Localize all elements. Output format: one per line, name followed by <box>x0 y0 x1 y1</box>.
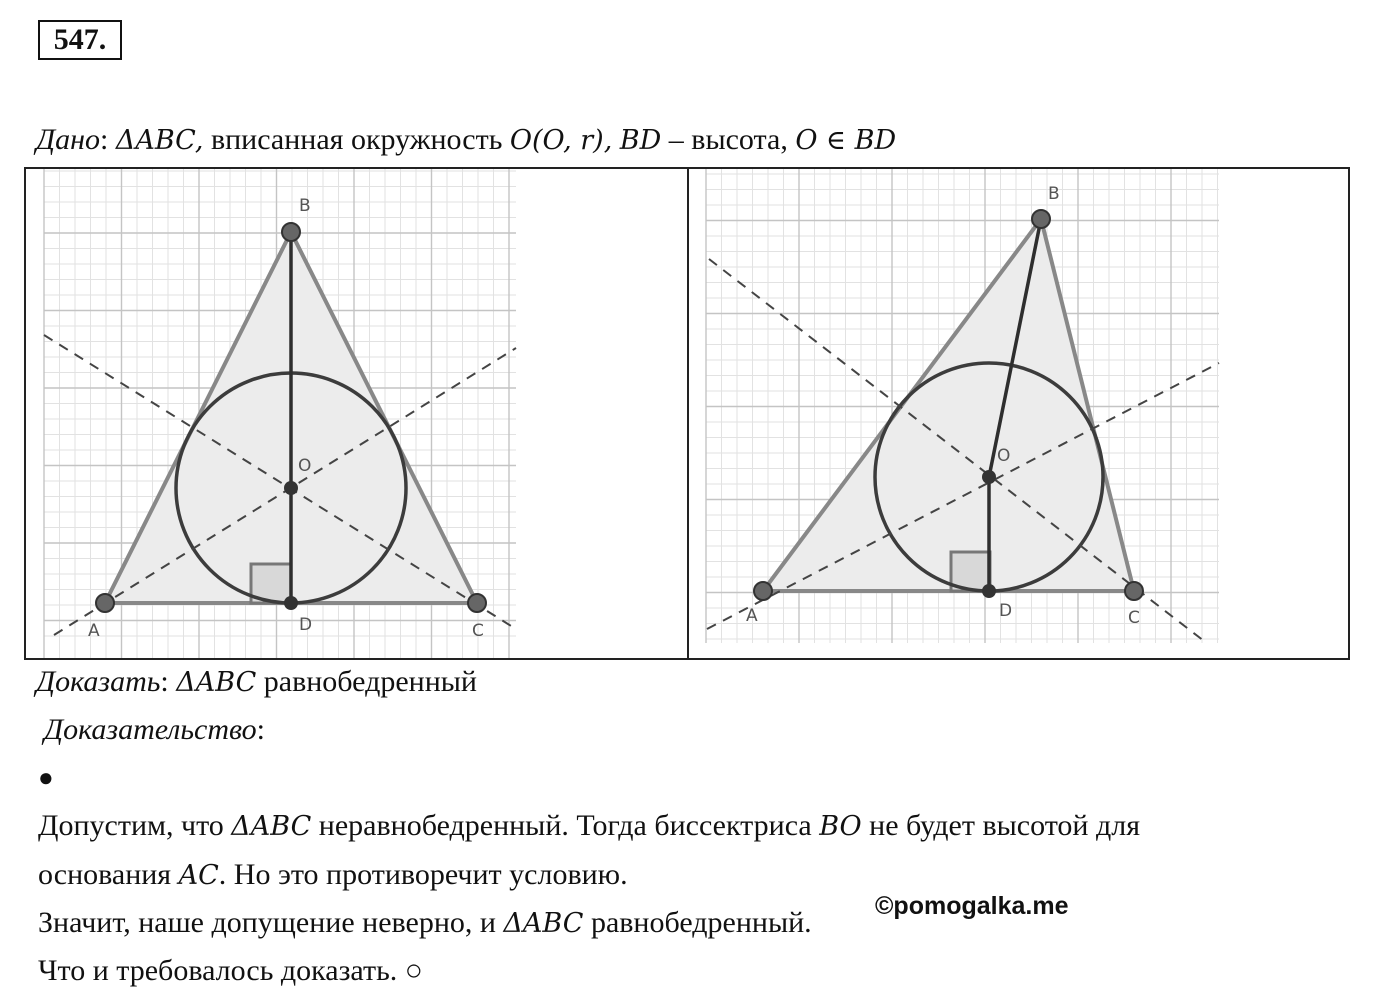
point-b <box>282 223 300 241</box>
label-d: D <box>999 601 1013 621</box>
point-d <box>982 584 996 598</box>
label-c: C <box>1128 608 1140 628</box>
proof-line-2-a: основания <box>38 858 179 891</box>
label-b: B <box>1048 184 1060 204</box>
figure-left <box>26 169 687 658</box>
label-a: A <box>746 606 758 626</box>
proof-line-2-ac: AC <box>178 860 219 891</box>
label-a: A <box>88 621 100 641</box>
prove-triangle: ΔABC <box>176 667 257 698</box>
bullet: ● <box>38 763 54 792</box>
label-d: D <box>299 615 313 635</box>
given-text1: вписанная окружность <box>203 123 510 156</box>
prove-text: равнобедренный <box>256 665 477 698</box>
figure-frame <box>24 167 1350 660</box>
point-c <box>1125 582 1143 600</box>
label-b: B <box>299 196 311 216</box>
point-o <box>982 470 996 484</box>
proof-line-3-b: равнобедренный. <box>583 906 812 939</box>
watermark: ©pomogalka.me <box>875 892 1069 920</box>
given-label: Дано <box>36 123 100 156</box>
proof-label: Доказательство <box>44 713 257 746</box>
proof-line-1 <box>38 808 1140 845</box>
prove-colon: : <box>160 665 169 698</box>
proof-line-3-triangle: ΔABC <box>503 908 584 939</box>
proof-line-2 <box>38 857 628 894</box>
proof-line-1-triangle: ΔABC <box>231 811 312 842</box>
proof-line-3 <box>38 905 812 942</box>
figure-right <box>689 169 1350 658</box>
given-line <box>36 122 896 159</box>
given-altitude: BD <box>619 125 662 156</box>
label-c: C <box>472 621 484 641</box>
point-o <box>284 481 298 495</box>
label-o: O <box>298 456 312 476</box>
proof-line-1-a: Допустим, что <box>38 809 232 842</box>
prove-line <box>36 664 477 701</box>
prove-label: Доказать <box>36 665 161 698</box>
proof-line-1-c: не будет высотой для <box>861 809 1141 842</box>
given-text2 <box>612 123 620 156</box>
given-circle: O(O, r), <box>509 125 613 156</box>
given-text3: – высота, <box>661 123 796 156</box>
point-a <box>754 582 772 600</box>
proof-line-1-b: неравнобедренный. Тогда биссектриса <box>311 809 820 842</box>
point-b <box>1032 210 1050 228</box>
point-c <box>468 594 486 612</box>
proof-line-1-bo: BO <box>819 811 862 842</box>
proof-line-2-b: . Но это противоречит условию. <box>218 858 628 891</box>
given-triangle: ΔABC, <box>115 125 204 156</box>
proof-line-4-a: Что и требовалось доказать. ○ <box>38 954 423 987</box>
proof-colon: : <box>256 713 265 746</box>
proof-heading <box>44 712 265 748</box>
problem-number: 547. <box>38 20 122 60</box>
given-colon: : <box>99 123 109 156</box>
point-a <box>96 594 114 612</box>
proof-line-4 <box>38 953 423 989</box>
proof-line-3-a: Значит, наше допущение неверно, и <box>38 906 504 939</box>
point-d <box>284 596 298 610</box>
given-membership: O ∈ BD <box>795 125 897 156</box>
label-o: O <box>997 446 1011 466</box>
